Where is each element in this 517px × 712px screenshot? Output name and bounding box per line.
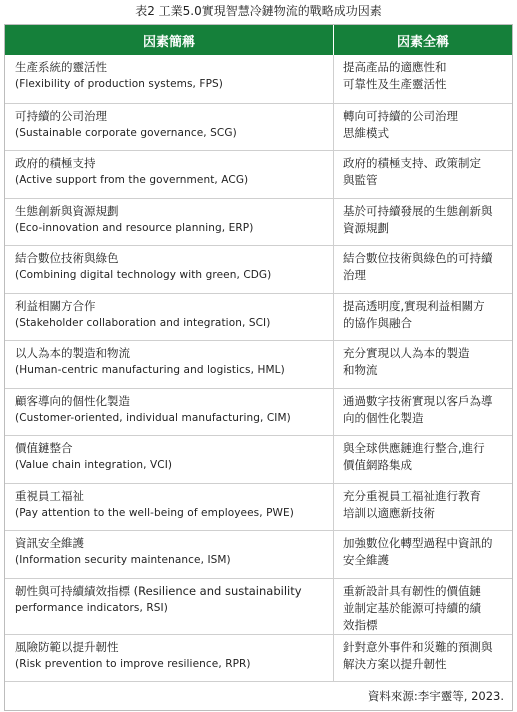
table-row [5,578,512,634]
table-body [5,55,512,681]
factor-full-cell [334,341,512,388]
factor-full-cell [334,104,512,151]
factor-short-cell [5,294,334,341]
factor-full-description: 提高產品的適應性和 可靠性及生產靈活性 [343,60,447,91]
table-header [5,25,512,55]
factor-full-description: 基於可持續發展的生態創新與 資源規劃 [343,203,493,235]
factor-short-cell [5,246,334,293]
table-row [5,340,512,388]
factor-full-description: 轉向可持續的公司治理 思維模式 [343,108,458,140]
table-row [5,388,512,436]
factor-english-name: (Sustainable corporate governance, SCG) [15,126,237,139]
factor-full-cell [334,199,512,246]
factor-chinese-name: 以人為本的製造和物流 [15,346,130,360]
factor-chinese-name: 生產系統的靈活性 [15,60,107,74]
factor-chinese-name: 政府的積極支持 [15,156,96,170]
factor-short-cell [5,199,334,246]
factor-chinese-name: 重視員工福祉 [15,488,84,503]
table-row [5,530,512,578]
factor-english-name: (Pay attention to the well-being of employees, PWE) [15,506,294,519]
factor-chinese-name: 價值鏈整合 [15,441,73,455]
header-full-name: 因素全稱 [396,34,449,50]
factor-full-cell [334,151,512,198]
table-row [5,103,512,151]
factor-english-name: (Active support from the government, ACG) [15,174,249,186]
factor-chinese-name: 利益相關方合作 [15,298,96,313]
factor-short-cell [5,635,334,682]
factor-short-cell [5,151,334,198]
factor-english-name: (Human-centric manufacturing and logistics, HML) [15,364,285,376]
factor-full-description: 通過數字技術實現以客戶為導 向的個性化製造 [343,393,493,425]
factor-english-name: (Eco-innovation and resource planning, ERP) [15,221,254,234]
table-source: 資料來源:李宇靈等, 2023. [5,681,512,710]
factor-short-cell [5,579,334,634]
factor-full-cell [334,389,512,436]
factor-short-cell [5,531,334,578]
factor-full-description: 與全球供應鏈進行整合,進行 價值網路集成 [343,441,485,472]
factor-short-cell [5,341,334,388]
factor-full-cell [334,294,512,341]
table-row [5,634,512,682]
factor-short-cell [5,104,334,151]
factor-chinese-name: 生態創新與資源規劃 [15,203,119,218]
factor-chinese-name: 結合數位技術與綠色 [15,251,119,265]
factor-short-cell [5,436,334,483]
table-row [5,435,512,483]
factor-full-description: 重新設計具有韌性的價值鏈 並制定基於能源可持續的績 效指標 [343,583,481,632]
factor-full-description: 加強數位化轉型過程中資訊的 安全維護 [343,536,493,567]
factor-chinese-name: 資訊安全維護 [15,536,84,550]
factor-chinese-name: 韌性與可持續績效指標 (Resilience and sustainability [15,583,302,598]
factor-english-name: (Stakeholder collaboration and integration, SCI) [15,316,271,329]
factor-chinese-name: 可持續的公司治理 [15,108,107,123]
factor-english-name: (Customer-oriented, individual manufacturing, CIM) [15,411,291,424]
factor-english-name: (Flexibility of production systems, FPS) [15,78,223,90]
table-row [5,150,512,198]
factor-full-cell [334,436,512,483]
factor-short-cell [5,389,334,436]
factor-full-description: 提高透明度,實現利益相關方 的協作與融合 [343,298,485,330]
table-row [5,483,512,531]
factor-full-cell [334,531,512,578]
factor-english-name: (Risk prevention to improve resilience, RPR) [15,657,251,670]
table-caption: 表2 工業5.0實現智慧冷鏈物流的戰略成功因素 [135,4,382,18]
factor-full-description: 結合數位技術與綠色的可持續 治理 [343,251,493,282]
factor-english-name: performance indicators, RSI) [15,601,168,614]
factor-chinese-name: 風險防範以提升韌性 [15,639,119,654]
factor-english-name: (Information security maintenance, ISM) [15,554,231,566]
factor-short-cell [5,484,334,531]
factor-full-description: 針對意外事件和災難的預測與 解決方案以提升韌性 [343,639,493,671]
factor-english-name: (Combining digital technology with green, CDG) [15,269,272,281]
factor-full-cell [334,55,512,103]
factors-table [4,24,513,711]
factor-full-cell [334,635,512,682]
factor-full-cell [334,579,512,634]
factor-chinese-name: 顧客導向的個性化製造 [15,393,130,408]
table-row [5,198,512,246]
factor-english-name: (Value chain integration, VCI) [15,459,173,471]
factor-full-description: 政府的積極支持、政策制定 與監管 [343,156,481,187]
factor-full-description: 充分實現以人為本的製造 和物流 [343,346,470,377]
header-short-name: 因素簡稱 [5,25,334,55]
factor-full-description: 充分重視員工福祉進行教育 培訓以適應新技術 [343,488,481,520]
factor-short-cell [5,55,334,103]
factor-full-cell [334,484,512,531]
table-row [5,293,512,341]
table-row [5,55,512,103]
table-row [5,245,512,293]
factor-full-cell [334,246,512,293]
